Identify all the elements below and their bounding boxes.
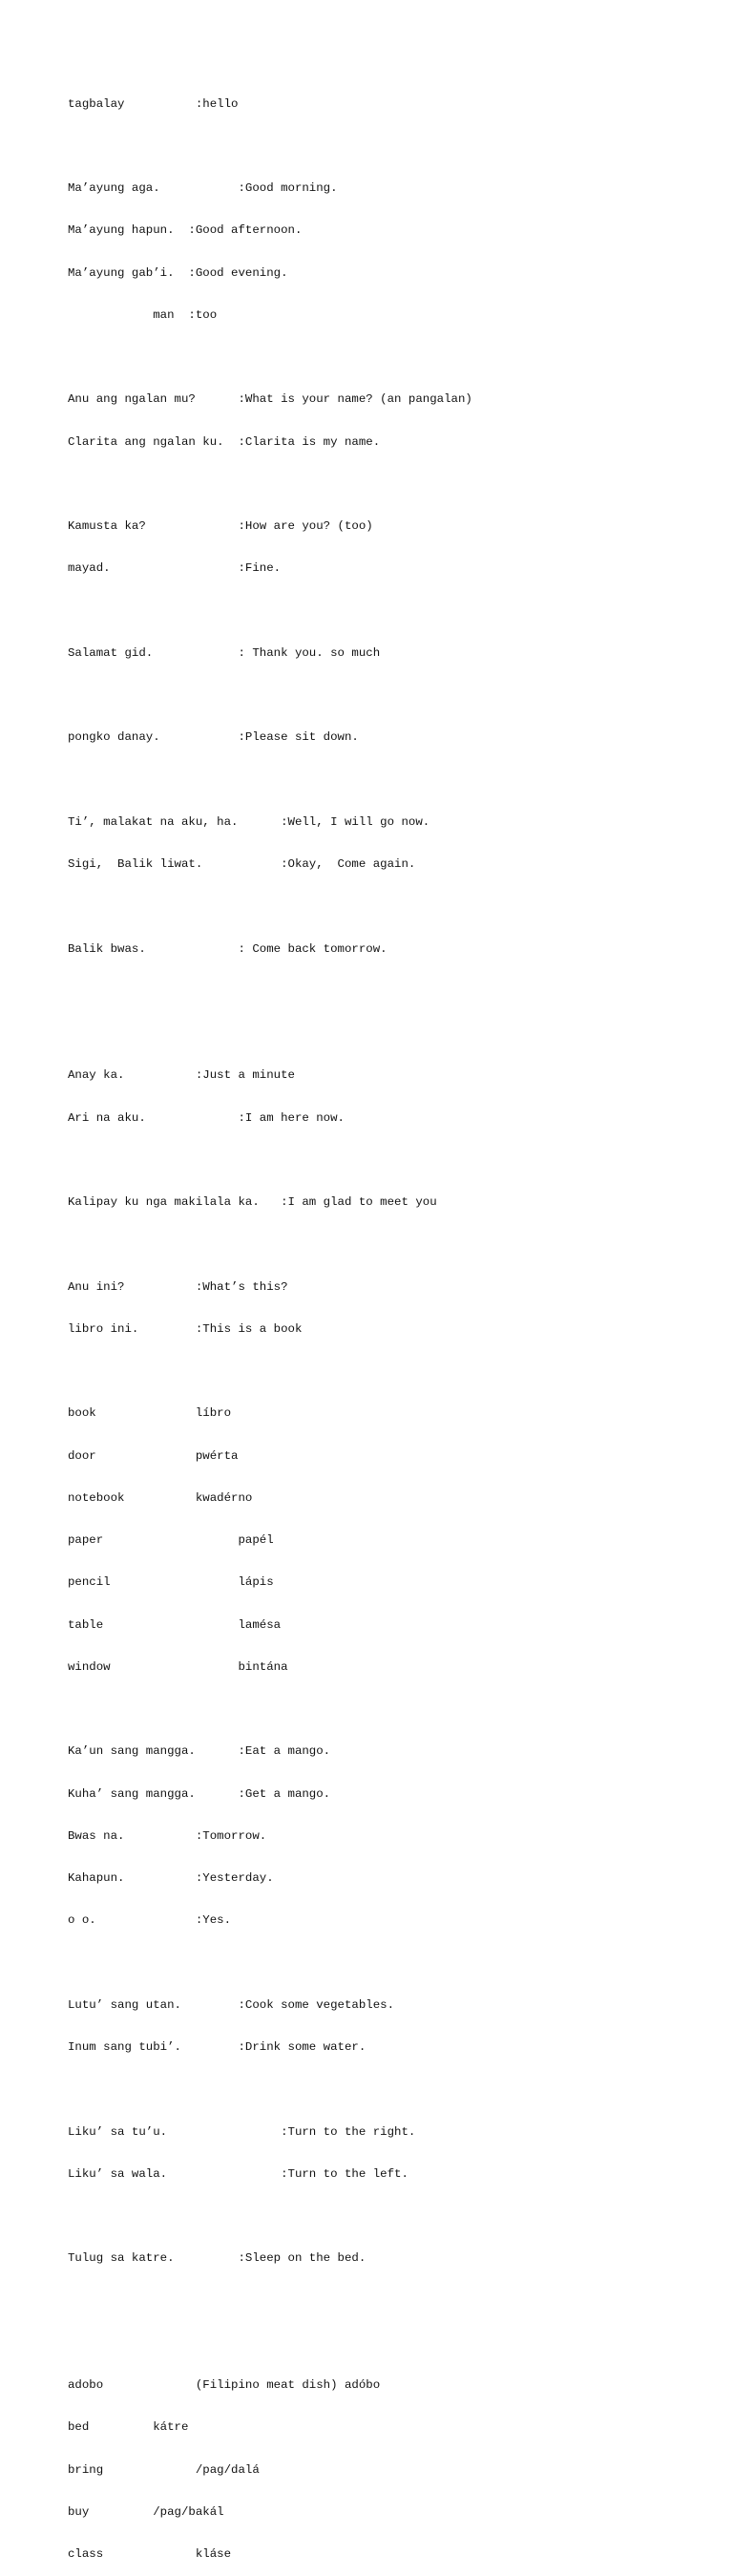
text-line	[68, 2082, 472, 2097]
text-line: Balik bwas. : Come back tomorrow.	[68, 941, 387, 956]
text-line: Kalipay ku nga makilala ka. :I am glad to meet you	[68, 1195, 437, 1209]
document-text	[68, 69, 472, 2576]
text-line: Clarita ang ngalan ku. :Clarita is my name.	[68, 434, 381, 449]
text-line: Ti’, malakat na aku, ha. :Well, I will go now.	[68, 814, 430, 829]
text-line	[68, 477, 472, 492]
text-line: window bintána	[68, 1659, 288, 1674]
text-line	[68, 899, 472, 914]
text-line: bring /pag/dalá	[68, 2462, 260, 2477]
text-line: Inum sang tubi’. :Drink some water.	[68, 2040, 366, 2054]
text-line: Liku’ sa wala. :Turn to the left.	[68, 2166, 408, 2181]
text-line: libro ini. :This is a book	[68, 1321, 303, 1336]
text-line	[68, 2294, 472, 2309]
text-line	[68, 139, 472, 154]
text-line	[68, 350, 472, 365]
text-line	[68, 2209, 472, 2224]
text-line: table lamésa	[68, 1617, 282, 1632]
text-line: man :too	[68, 307, 218, 322]
text-line: Lutu’ sang utan. :Cook some vegetables.	[68, 1997, 395, 2012]
text-line: Liku’ sa tu’u. :Turn to the right.	[68, 2124, 416, 2139]
text-line	[68, 1237, 472, 1252]
text-line	[68, 604, 472, 619]
text-line	[68, 2336, 472, 2351]
text-line: class kláse	[68, 2547, 232, 2561]
text-line	[68, 1702, 472, 1717]
text-line: adobo (Filipino meat dish) adóbo	[68, 2378, 381, 2392]
text-line	[68, 1153, 472, 1168]
text-line: Kamusta ka? :How are you? (too)	[68, 519, 373, 533]
text-line: Kuha’ sang mangga. :Get a mango.	[68, 1786, 331, 1801]
text-line: door pwérta	[68, 1448, 239, 1463]
text-line: notebook kwadérno	[68, 1490, 253, 1505]
text-line	[68, 1956, 472, 1971]
text-line: Ka’un sang mangga. :Eat a mango.	[68, 1744, 331, 1759]
text-line	[68, 1364, 472, 1379]
text-line	[68, 984, 472, 999]
text-line: Ma’ayung aga. :Good morning.	[68, 181, 338, 195]
text-line: book líbro	[68, 1406, 232, 1421]
text-line: Anay ka. :Just a minute	[68, 1068, 295, 1083]
text-line: Bwas na. :Tomorrow.	[68, 1828, 267, 1843]
text-line: Anu ini? :What’s this?	[68, 1279, 288, 1294]
text-line: pongko danay. :Please sit down.	[68, 730, 359, 745]
text-line: Ari na aku. :I am here now.	[68, 1110, 345, 1125]
text-line: pencil lápis	[68, 1575, 274, 1590]
text-line	[68, 688, 472, 703]
text-line: buy /pag/bakál	[68, 2504, 224, 2519]
text-line	[68, 773, 472, 788]
text-line: Anu ang ngalan mu? :What is your name? (an pangalan)	[68, 392, 472, 407]
text-line: Sigi, Balik liwat. :Okay, Come again.	[68, 857, 416, 871]
text-line: paper papél	[68, 1533, 274, 1547]
text-line: tagbalay :hello	[68, 96, 239, 111]
text-line	[68, 1026, 472, 1041]
text-line: mayad. :Fine.	[68, 561, 282, 576]
text-line: Salamat gid. : Thank you. so much	[68, 645, 381, 660]
text-line: bed kátre	[68, 2420, 189, 2435]
text-line: Ma’ayung hapun. :Good afternoon.	[68, 223, 303, 238]
text-line: Kahapun. :Yesterday.	[68, 1871, 274, 1885]
text-line: Ma’ayung gab’i. :Good evening.	[68, 265, 288, 280]
text-line: Tulug sa katre. :Sleep on the bed.	[68, 2251, 366, 2266]
text-line: o o. :Yes.	[68, 1913, 232, 1928]
